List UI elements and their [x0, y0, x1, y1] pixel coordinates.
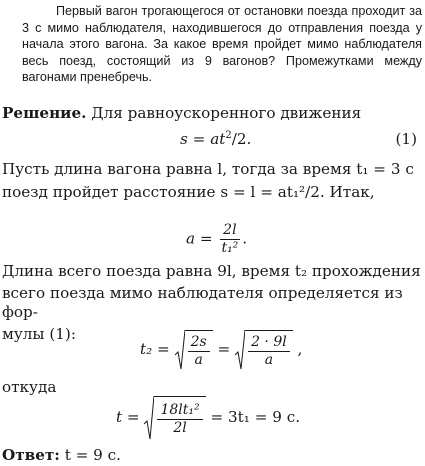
equation-1-number: (1): [395, 130, 417, 148]
problem-statement: [22, 3, 422, 86]
solution-label: Решение.: [2, 104, 87, 122]
eq2-denominator: t₁²: [221, 240, 239, 256]
equation-2: [186, 222, 247, 257]
eq4-sqrt: [144, 396, 205, 440]
eq1-left: s: [180, 130, 188, 148]
eq3-lhs: t₂ =: [140, 340, 175, 358]
eq3-r1-numerator: 2s: [188, 334, 210, 352]
eq3-r2-denominator: a: [264, 351, 274, 368]
solution-intro: [2, 104, 421, 123]
eq3-r1-denominator: a: [194, 351, 203, 368]
eq1-power: 2: [225, 129, 232, 141]
sqrt-sign-icon: [175, 330, 185, 370]
paragraph-3-line-2: всего поезда мимо наблюдателя определяется из фор-: [2, 284, 403, 321]
eq2-fraction: [218, 222, 241, 257]
problem-text: Первый вагон трогающегося от остановки поезда проходит за 3 с мимо наблюдателя, находившегося до отправления поезда у начала этого вагона. За какое время пройдет мимо наблюдателя весь поезд, состоящий из 9 вагонов? Промежутками между вагонами пренебречь.: [22, 4, 422, 85]
eq3-end: ,: [292, 340, 303, 358]
equation-3: [140, 330, 302, 370]
eq4-rest: = 3t₁ = 9 с.: [205, 408, 301, 426]
paragraph-3-line-1: Длина всего поезда равна 9l, время t₂ прохождения: [2, 262, 421, 280]
eq4-lhs: t =: [116, 408, 145, 426]
paragraph-2: [2, 160, 421, 202]
eq3-r2-numerator: 2 · 9l: [248, 334, 290, 352]
answer-line: [2, 446, 421, 465]
equation-1: [180, 130, 251, 148]
eq3-equals: =: [212, 340, 236, 358]
eq3-sqrt-1: [175, 330, 213, 370]
answer-label: Ответ:: [2, 446, 60, 464]
sqrt-sign-icon: [144, 396, 154, 440]
eq4-denominator: 2l: [173, 419, 187, 436]
answer-text: t = 9 с.: [59, 446, 122, 464]
eq1-rest: /2.: [231, 130, 252, 148]
paragraph-2-line-2: поезд пройдет расстояние s = l = at₁²/2. Итак,: [2, 183, 375, 201]
eq3-sqrt-2: [235, 330, 293, 370]
eq4-numerator: 18lt₁²: [157, 402, 202, 420]
eq2-end: .: [242, 229, 248, 248]
eq2-numerator: 2l: [220, 222, 239, 240]
paragraph-3-line-3: мулы (1):: [2, 325, 76, 343]
paragraph-2-line-1: Пусть длина вагона равна l, тогда за время t₁ = 3 с: [2, 160, 414, 178]
sqrt-sign-icon: [235, 330, 245, 370]
otkuda-word: откуда: [2, 378, 57, 396]
solution-intro-text: Для равноускоренного движения: [86, 104, 362, 122]
eq1-at: at: [210, 130, 226, 148]
eq2-lhs: a =: [186, 229, 218, 248]
eq1-equals: =: [187, 130, 211, 148]
equation-4: [116, 396, 300, 440]
